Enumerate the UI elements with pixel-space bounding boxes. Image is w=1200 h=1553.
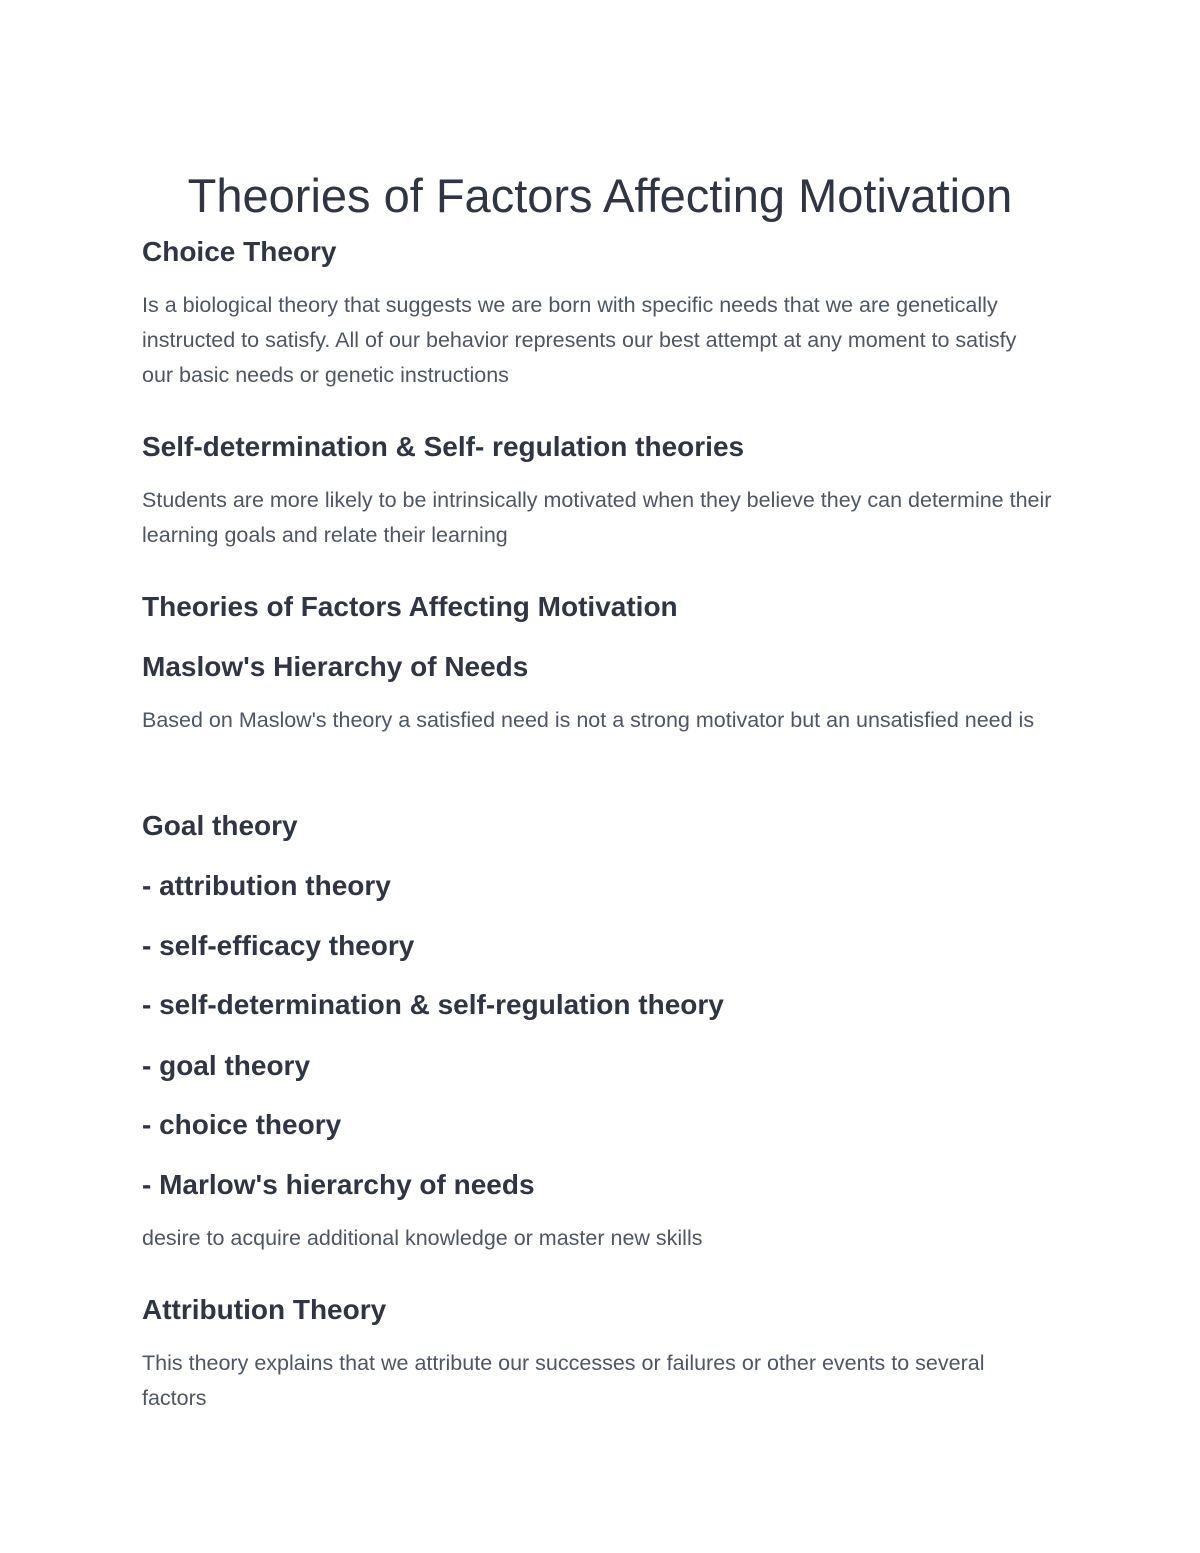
list-item: - attribution theory [142, 870, 391, 901]
section-heading-maslow: Maslow's Hierarchy of Needs [142, 651, 529, 682]
list-item: - goal theory [142, 1050, 311, 1081]
section-heading-attribution: Attribution Theory [142, 1294, 387, 1325]
section-body-maslow: Based on Maslow's theory a satisfied need is not a strong motivator but an unsatisfied need is [142, 708, 1035, 732]
section-body-choice-theory: Is a biological theory that suggests we are born with specific needs that we are genetically instructed to satisfy. All of our behavior represents our best attempt at any moment to satisfy our basic needs or genetic instructions [142, 293, 1017, 387]
section-body-attribution: This theory explains that we attribute our successes or failures or other events to several factors [142, 1351, 985, 1410]
section-heading-choice-theory: Choice Theory [142, 236, 337, 267]
document-title: Theories of Factors Affecting Motivation [187, 169, 1013, 222]
list-item: - self-determination & self-regulation theory [142, 989, 724, 1020]
section-heading-goal-theory: Goal theory [142, 810, 298, 841]
section-body-self-determination: Students are more likely to be intrinsically motivated when they believe they can determine their learning goals and relate their learning [142, 488, 1052, 547]
section-heading-theories-repeat: Theories of Factors Affecting Motivation [142, 591, 678, 622]
list-note: desire to acquire additional knowledge or master new skills [142, 1226, 703, 1250]
list-item: - choice theory [142, 1109, 342, 1140]
list-item: - Marlow's hierarchy of needs [142, 1169, 535, 1200]
section-heading-self-determination: Self-determination & Self- regulation theories [142, 431, 745, 462]
list-item: - self-efficacy theory [142, 930, 415, 961]
